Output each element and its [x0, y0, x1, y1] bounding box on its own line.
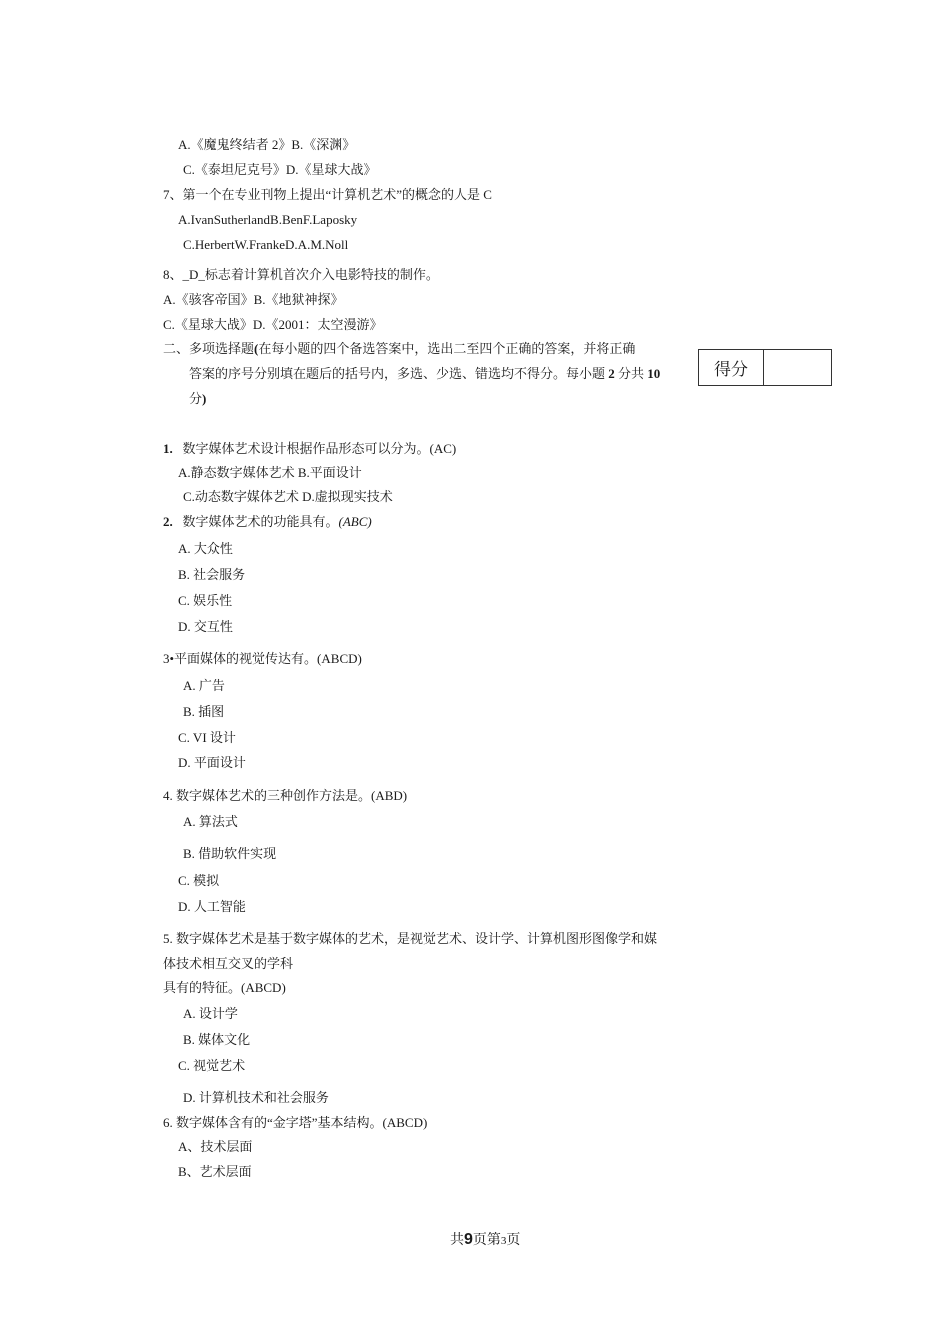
mc-q4-option: A. 算法式 [183, 814, 238, 829]
section2-heading-line1: 二、多项选择题(在每小题的四个备选答案中，选出二至四个正确的答案，并将正确 [163, 341, 636, 356]
mc-q2-option: A. 大众性 [178, 541, 233, 556]
q8-stem: 8、_D_标志着计算机首次介入电影特技的制作。 [163, 267, 439, 282]
mc-q6-option: B、艺术层面 [178, 1164, 252, 1179]
section2-title: 二、多项选择题 [163, 341, 255, 356]
q7-options-cd: C.HerbertW.FrankeD.A.M.Noll [183, 237, 349, 252]
q6-options-ab: A.《魔鬼终结者 2》B.《深渊》 [178, 137, 356, 152]
mc-q4-option: B. 借助软件实现 [183, 846, 277, 861]
q7-options-ab: A.IvanSutherlandB.BenF.Laposky [178, 212, 358, 227]
section2-heading-line2: 答案的序号分别填在题后的括号内，多选、少选、错选均不得分。每小题 2 分共 10 [189, 366, 661, 381]
mc-q2-option: D. 交互性 [178, 619, 233, 634]
section2-heading-line3: 分) [189, 391, 207, 406]
mc-q3-option: C. VI 设计 [178, 730, 236, 745]
mc-q1-stem: 1. 数字媒体艺术设计根据作品形态可以分为。(AC) [163, 441, 457, 456]
q8-options-ab: A.《骇客帝国》B.《地狱神探》 [163, 292, 344, 307]
q6-options-cd: C.《泰坦尼克号》D.《星球大战》 [183, 162, 377, 177]
mc-q4-option: C. 模拟 [178, 873, 220, 888]
mc-q2-stem: 2. 数字媒体艺术的功能具有。(ABC) [163, 514, 372, 529]
mc-q5-option: D. 计算机技术和社会服务 [183, 1090, 329, 1105]
score-value-cell[interactable] [764, 350, 831, 385]
mc-q5-option: A. 设计学 [183, 1006, 238, 1021]
mc-q2-option: B. 社会服务 [178, 567, 246, 582]
mc-q5-option: B. 媒体文化 [183, 1032, 251, 1047]
mc-q5-stem: 5. 数字媒体艺术是基于数字媒体的艺术，是视觉艺术、设计学、计算机图形图像学和媒 [163, 931, 658, 946]
mc-q4-option: D. 人工智能 [178, 899, 246, 914]
page-number: 3 [500, 1235, 507, 1247]
q7-stem: 7、第一个在专业刊物上提出“计算机艺术”的概念的人是 C [163, 187, 492, 202]
mc-q3-option: B. 插图 [183, 704, 225, 719]
page-footer: 共9页第3页 [450, 1231, 521, 1248]
mc-q6-option: A、技术层面 [178, 1139, 253, 1154]
mc-q3-stem: 3•平面媒体的视觉传达有。(ABCD) [163, 651, 362, 666]
mc-q1-options-cd: C.动态数字媒体艺术 D.虚拟现实技术 [183, 489, 393, 504]
mc-q3-option: D. 平面设计 [178, 755, 246, 770]
mc-q5-stem-cont: 体技术相互交叉的学科 [163, 956, 294, 971]
mc-q2-option: C. 娱乐性 [178, 593, 233, 608]
mc-q5-option: C. 视觉艺术 [178, 1058, 246, 1073]
total-pages: 9 [464, 1231, 473, 1248]
mc-q1-options-ab: A.静态数字媒体艺术 B.平面设计 [178, 465, 362, 480]
q8-options-cd: C.《星球大战》D.《2001：太空漫游》 [163, 317, 383, 332]
mc-q4-stem: 4. 数字媒体艺术的三种创作方法是。(ABD) [163, 788, 408, 803]
mc-q3-option: A. 广告 [183, 678, 225, 693]
score-label: 得分 [699, 350, 764, 385]
score-box [698, 349, 832, 386]
mc-q5-stem-cont2: 具有的特征。(ABCD) [163, 980, 286, 995]
mc-q6-stem: 6. 数字媒体含有的“金字塔”基本结构。(ABCD) [163, 1115, 428, 1130]
